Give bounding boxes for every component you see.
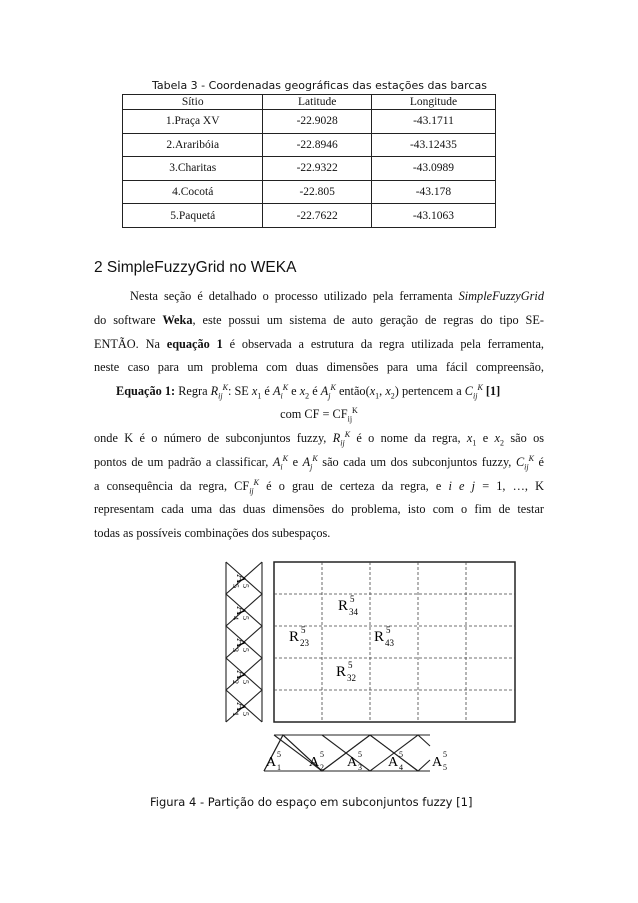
text: , este possui um sistema de auto geração de regras do tipo SE- — [192, 313, 544, 327]
text: é — [264, 384, 270, 399]
table-cell: -43.178 — [371, 180, 495, 204]
text: é — [312, 384, 318, 399]
svg-text:43: 43 — [385, 638, 394, 648]
table-row — [123, 157, 496, 181]
table-header-cell: Latitude — [263, 95, 371, 110]
text: do software — [94, 313, 163, 327]
coordinates-table — [122, 94, 496, 228]
equation-cf-line: com CF = $CF_{ij}^K$ — [280, 406, 358, 424]
rule-label — [289, 625, 310, 648]
table-cell: -22.9028 — [263, 110, 371, 134]
set-label — [266, 750, 281, 772]
rule-label — [338, 594, 359, 617]
paragraph-line: pontos de um padrão a classificar, $A_i^K$ e $A_j^K$ são cada um dos subconjuntos fuzzy, $C_{ij}^K$ é — [94, 454, 544, 472]
svg-text:1: 1 — [231, 712, 240, 716]
svg-text:3: 3 — [231, 648, 240, 652]
svg-text:5: 5 — [277, 750, 281, 759]
svg-text:4: 4 — [231, 616, 240, 620]
vertical-set-labels — [231, 574, 250, 716]
table-cell: -22.805 — [263, 180, 371, 204]
svg-text:A: A — [309, 755, 320, 770]
table-header-row — [123, 95, 496, 110]
horizontal-membership-functions — [264, 735, 430, 771]
text: e — [482, 431, 489, 446]
text: Nesta seção é detalhado o processo utilizado pela ferramenta — [130, 289, 459, 303]
svg-text:5: 5 — [348, 660, 353, 670]
text: pontos de um padrão a classificar, — [94, 455, 269, 470]
svg-text:A: A — [234, 574, 249, 584]
text: e — [291, 384, 297, 399]
weka-name: Weka — [162, 313, 193, 327]
software-name: SimpleFuzzyGrid — [458, 289, 544, 303]
figure-caption: Figura 4 - Partição do espaço em subconjuntos fuzzy [1] — [150, 795, 473, 809]
horizontal-set-labels — [266, 750, 447, 772]
table-cell: -43.1711 — [371, 110, 495, 134]
text: Regra — [178, 384, 208, 399]
svg-text:34: 34 — [349, 607, 358, 617]
rule-label — [374, 625, 395, 648]
table-cell: 2.Araribóia — [123, 133, 263, 157]
text: é o nome da regra, — [356, 431, 461, 446]
svg-text:2: 2 — [231, 680, 240, 684]
svg-text:5: 5 — [241, 616, 250, 620]
table-cell: -43.0989 — [371, 157, 495, 181]
svg-text:4: 4 — [399, 763, 403, 772]
section-heading: 2 SimpleFuzzyGrid no WEKA — [94, 259, 297, 276]
paragraph-line — [94, 313, 544, 328]
paragraph-line: onde K é o número de subconjuntos fuzzy, $R_{ij}^K$ é o nome da regra, $x_1$ e $x_2$ são os — [94, 430, 545, 448]
svg-text:5: 5 — [241, 712, 250, 716]
paragraph-line: neste caso para um problema com duas dimensões para uma fácil compreensão, — [94, 360, 544, 374]
set-label — [231, 638, 250, 652]
paragraph-line — [94, 337, 544, 352]
svg-text:A: A — [234, 638, 249, 648]
table-cell: -22.8946 — [263, 133, 371, 157]
svg-text:A: A — [347, 755, 358, 770]
table-row — [123, 204, 496, 228]
svg-text:A: A — [266, 755, 277, 770]
paragraph-line: a consequência da regra, $CF_{ij}^K$ é o grau de certeza da regra, e i e j = 1, …, K — [94, 478, 544, 496]
svg-text:5: 5 — [301, 625, 306, 635]
text: = 1, …, K — [482, 479, 544, 494]
svg-text:5: 5 — [320, 750, 324, 759]
equation-line: Equação 1: Regra $R_{ij}^K$: SE $x_1$ é $A_i^K$ e $x_2$ é $A_j^K$ $então(x_1$, $x_2$) pertencem a $C_{ij}^K$ [1] — [116, 383, 501, 401]
svg-text:5: 5 — [386, 625, 391, 635]
svg-text:A: A — [388, 755, 399, 770]
table-cell: -22.7622 — [263, 204, 371, 228]
set-label — [309, 750, 324, 772]
table-cell: 3.Charitas — [123, 157, 263, 181]
rule-label — [336, 660, 356, 683]
svg-text:5: 5 — [231, 584, 240, 588]
svg-text:1: 1 — [277, 763, 281, 772]
table-cell: -22.9322 — [263, 157, 371, 181]
svg-text:5: 5 — [358, 750, 362, 759]
equation-label: Equação 1: — [116, 384, 176, 399]
svg-text:5: 5 — [241, 584, 250, 588]
svg-text:5: 5 — [443, 750, 447, 759]
svg-text:R: R — [338, 598, 349, 614]
text: e — [292, 455, 299, 470]
svg-text:5: 5 — [241, 648, 250, 652]
set-label — [231, 702, 250, 716]
text: são os — [510, 431, 545, 446]
table-cell: -43.12435 — [371, 133, 495, 157]
text: i e j — [448, 479, 476, 494]
text: é — [538, 455, 544, 470]
text: são cada um dos subconjuntos fuzzy, — [322, 455, 512, 470]
svg-text:2: 2 — [320, 763, 324, 772]
text: onde K é o número de subconjuntos fuzzy, — [94, 431, 327, 446]
table-row — [123, 110, 496, 134]
paragraph-line: representam cada uma das duas dimensões do problema, isto com o fim de testar — [94, 502, 544, 516]
svg-text:R: R — [374, 629, 385, 645]
svg-text:5: 5 — [350, 594, 355, 604]
svg-text:R: R — [289, 629, 300, 645]
table-header-cell: Longitude — [371, 95, 495, 110]
paragraph-line: todas as possíveis combinações dos subespaços. — [94, 526, 331, 540]
svg-text:5: 5 — [241, 680, 250, 684]
table-caption: Tabela 3 - Coordenadas geográficas das estações das barcas — [152, 79, 487, 92]
svg-text:5: 5 — [399, 750, 403, 759]
text: é observada a estrutura da regra utilizada pela ferramenta, — [222, 337, 545, 351]
svg-text:A: A — [234, 702, 249, 712]
table-cell: 1.Praça XV — [123, 110, 263, 134]
text: ENTÃO. Na — [94, 337, 167, 351]
paragraph-line — [130, 289, 544, 304]
table-cell: 4.Cocotá — [123, 180, 263, 204]
svg-text:A: A — [432, 755, 443, 770]
table-row — [123, 180, 496, 204]
set-label — [231, 606, 250, 620]
equation-citation: [1] — [485, 384, 501, 399]
set-label — [347, 750, 362, 772]
svg-text:A: A — [234, 606, 249, 616]
table-cell: 5.Paquetá — [123, 204, 263, 228]
equation-ref: equação 1 — [166, 337, 223, 351]
text: é o grau de certeza da regra, e — [266, 479, 442, 494]
set-label — [432, 750, 447, 772]
svg-text:A: A — [234, 670, 249, 680]
text: com CF = CF — [280, 407, 348, 422]
table-row — [123, 133, 496, 157]
svg-text:3: 3 — [358, 763, 362, 772]
text: então — [338, 384, 366, 399]
set-label — [231, 670, 250, 684]
table-header-cell: Sítio — [123, 95, 263, 110]
vertical-membership-functions — [226, 562, 262, 722]
svg-text:23: 23 — [300, 638, 309, 648]
text: a consequência da regra, CF — [94, 479, 250, 494]
svg-text:R: R — [336, 664, 347, 680]
svg-text:5: 5 — [443, 763, 447, 772]
partition-grid — [274, 562, 515, 722]
svg-text:32: 32 — [347, 673, 356, 683]
set-label — [231, 574, 250, 588]
table-cell: -43.1063 — [371, 204, 495, 228]
text: pertencem a — [401, 384, 462, 399]
set-label — [388, 750, 403, 772]
text: : SE — [227, 384, 249, 399]
